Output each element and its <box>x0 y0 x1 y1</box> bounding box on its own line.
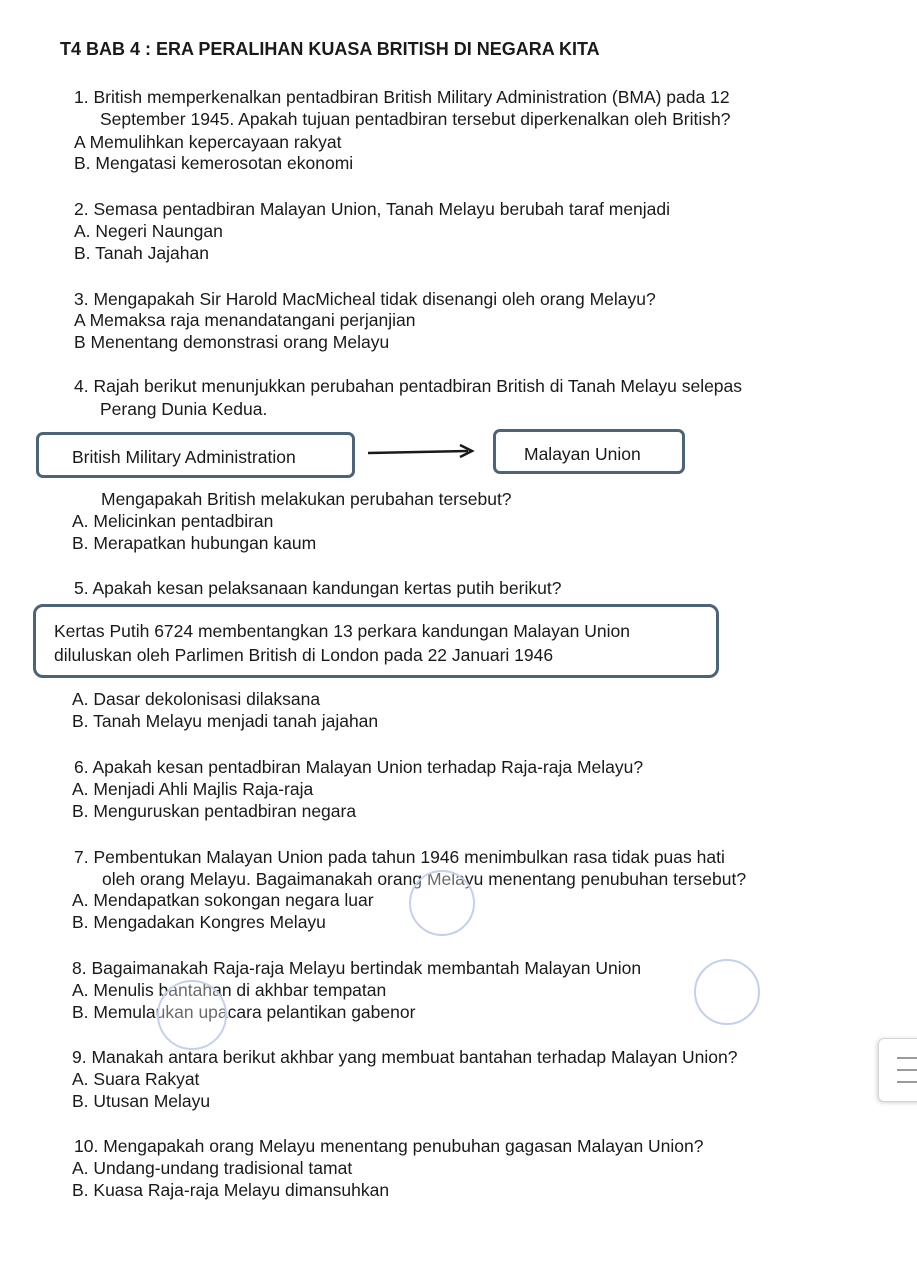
question-7-option-a: A. Mendapatkan sokongan negara luar <box>72 890 374 910</box>
touch-ripple-circle <box>694 959 760 1025</box>
white-paper-line-2: diluluskan oleh Parlimen British di London pada 22 Januari 1946 <box>54 645 554 665</box>
question-7-option-b: B. Mengadakan Kongres Melayu <box>72 912 326 932</box>
question-2-stem: 2. Semasa pentadbiran Malayan Union, Tanah Melayu berubah taraf menjadi <box>74 199 671 219</box>
question-4-option-b: B. Merapatkan hubungan kaum <box>72 533 317 553</box>
question-7-stem-line-2: oleh orang Melayu. Bagaimanakah orang Melayu menentang penubuhan tersebut? <box>102 869 747 889</box>
white-paper-box <box>33 604 719 678</box>
question-3-option-a: A Memaksa raja menandatangani perjanjian <box>74 310 416 330</box>
question-1-stem-line-2: September 1945. Apakah tujuan pentadbiran tersebut diperkenalkan oleh British? <box>100 109 731 129</box>
question-3-stem: 3. Mengapakah Sir Harold MacMicheal tidak disenangi oleh orang Melayu? <box>74 289 656 309</box>
question-4-stem-line-2: Perang Dunia Kedua. <box>100 399 268 419</box>
diagram-from-label: British Military Administration <box>72 447 296 467</box>
touch-ripple-circle <box>157 980 227 1050</box>
question-1-option-b: B. Mengatasi kemerosotan ekonomi <box>74 153 354 173</box>
question-10-option-a: A. Undang-undang tradisional tamat <box>72 1158 353 1178</box>
handle-line-icon <box>897 1069 917 1071</box>
arrow-right-icon <box>368 443 480 461</box>
question-9-option-a: A. Suara Rakyat <box>72 1069 200 1089</box>
question-5-option-a: A. Dasar dekolonisasi dilaksana <box>72 689 321 709</box>
question-4-stem-line-1: 4. Rajah berikut menunjukkan perubahan pentadbiran British di Tanah Melayu selepas <box>74 376 743 396</box>
question-6-stem: 6. Apakah kesan pentadbiran Malayan Union terhadap Raja-raja Melayu? <box>74 757 644 777</box>
question-1-stem-line-1: 1. British memperkenalkan pentadbiran British Military Administration (BMA) pada 12 <box>74 87 730 107</box>
diagram-box-from <box>36 432 355 478</box>
page-title: T4 BAB 4 : ERA PERALIHAN KUASA BRITISH DI NEGARA KITA <box>60 39 600 59</box>
handle-line-icon <box>897 1057 917 1059</box>
question-7-stem-line-1: 7. Pembentukan Malayan Union pada tahun 1946 menimbulkan rasa tidak puas hati <box>74 847 725 867</box>
question-9-option-b: B. Utusan Melayu <box>72 1091 211 1111</box>
question-10-stem: 10. Mengapakah orang Melayu menentang penubuhan gagasan Malayan Union? <box>74 1136 704 1156</box>
question-4-followup: Mengapakah British melakukan perubahan tersebut? <box>101 489 512 509</box>
touch-ripple-circle <box>409 870 475 936</box>
handle-line-icon <box>897 1081 917 1083</box>
question-5-option-b: B. Tanah Melayu menjadi tanah jajahan <box>72 711 379 731</box>
question-8-option-b: B. Memulaukan upacara pelantikan gabenor <box>72 1002 416 1022</box>
question-2-option-b: B. Tanah Jajahan <box>74 243 209 263</box>
question-5-stem: 5. Apakah kesan pelaksanaan kandungan kertas putih berikut? <box>74 578 562 598</box>
diagram-box-to <box>493 429 685 474</box>
question-6-option-b: B. Menguruskan pentadbiran negara <box>72 801 357 821</box>
white-paper-line-1: Kertas Putih 6724 membentangkan 13 perkara kandungan Malayan Union <box>54 621 630 641</box>
question-10-option-b: B. Kuasa Raja-raja Melayu dimansuhkan <box>72 1180 390 1200</box>
side-menu-handle[interactable] <box>878 1038 917 1102</box>
question-8-option-a: A. Menulis bantahan di akhbar tempatan <box>72 980 387 1000</box>
question-8-stem: 8. Bagaimanakah Raja-raja Melayu bertindak membantah Malayan Union <box>72 958 642 978</box>
question-6-option-a: A. Menjadi Ahli Majlis Raja-raja <box>72 779 314 799</box>
question-2-option-a: A. Negeri Naungan <box>74 221 223 241</box>
question-9-stem: 9. Manakah antara berikut akhbar yang membuat bantahan terhadap Malayan Union? <box>72 1047 738 1067</box>
question-4-option-a: A. Melicinkan pentadbiran <box>72 511 274 531</box>
question-1-option-a: A Memulihkan kepercayaan rakyat <box>74 132 342 152</box>
diagram-to-label: Malayan Union <box>524 444 641 464</box>
question-3-option-b: B Menentang demonstrasi orang Melayu <box>74 332 390 352</box>
